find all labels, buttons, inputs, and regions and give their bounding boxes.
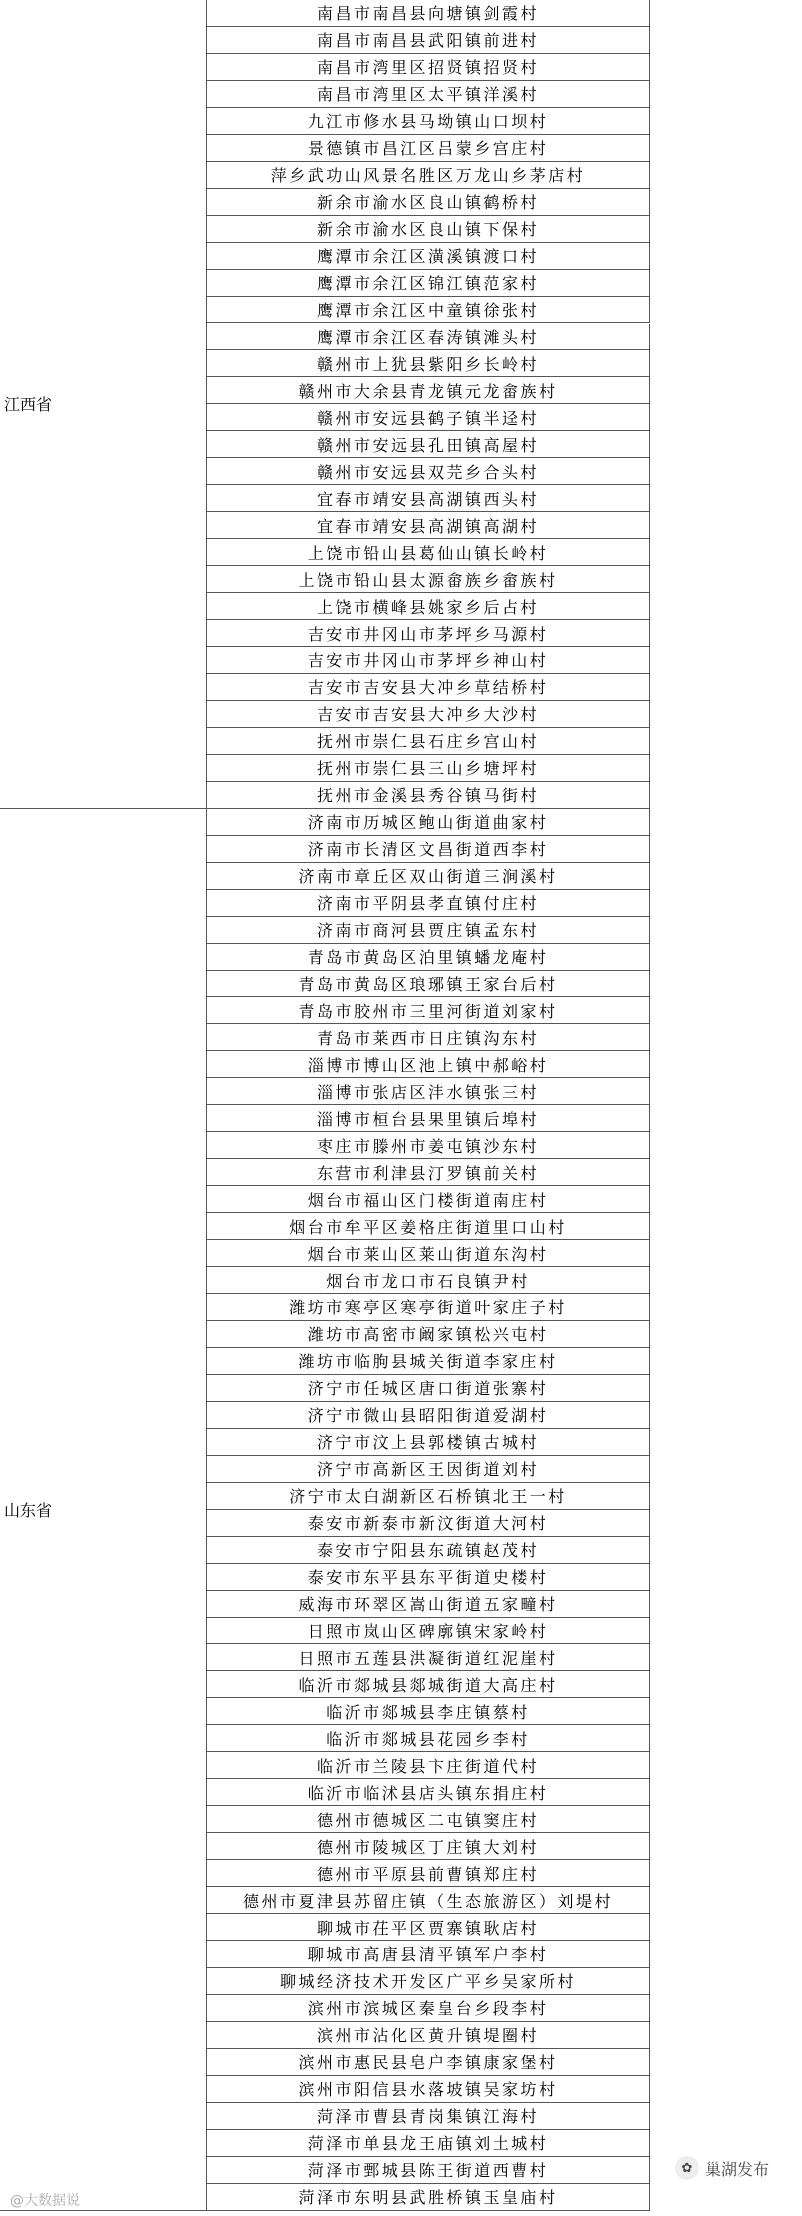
village-row [207, 2184, 650, 2211]
village-row [207, 404, 650, 431]
village-row [207, 620, 650, 647]
village-name: 青岛市黄岛区琅琊镇王家台后村 [298, 974, 558, 994]
village-row [207, 1105, 650, 1132]
village-name: 聊城市高唐县清平镇军户李村 [307, 1945, 549, 1965]
village-row [207, 135, 650, 162]
village-row [207, 755, 650, 782]
village-name: 泰安市东平县东平街道史楼村 [307, 1568, 549, 1588]
village-name: 潍坊市高密市阚家镇松兴屯村 [307, 1325, 549, 1345]
village-name: 宜春市靖安县高湖镇西头村 [316, 489, 539, 509]
village-row [207, 566, 650, 593]
village-name: 赣州市安远县孔田镇高屋村 [316, 435, 539, 455]
village-name: 济南市历城区鲍山街道曲家村 [307, 813, 549, 833]
village-row [207, 728, 650, 755]
village-name: 菏泽市曹县青岗集镇江海村 [316, 2107, 539, 2127]
village-name: 济宁市太白湖新区石桥镇北王一村 [289, 1487, 567, 1507]
village-row [207, 1779, 650, 1806]
village-row [207, 2103, 650, 2130]
village-row [207, 2157, 650, 2184]
village-name: 鹰潭市余江区中童镇徐张村 [316, 301, 539, 320]
village-name: 济宁市汶上县郭楼镇古城村 [316, 1433, 539, 1453]
village-name: 德州市陵城区丁庄镇大刘村 [316, 1837, 539, 1857]
village-row [207, 1267, 650, 1294]
village-row [207, 836, 650, 863]
village-name: 济南市平阴县孝直镇付庄村 [316, 894, 539, 914]
village-row [207, 243, 650, 270]
village-name: 滨州市惠民县皂户李镇康家堡村 [298, 2053, 558, 2073]
village-name: 赣州市安远县鹤子镇半迳村 [316, 408, 539, 428]
village-row [207, 1860, 650, 1887]
village-row [207, 539, 650, 566]
village-row [207, 1833, 650, 1860]
village-name: 鹰潭市余江区锦江镇范家村 [316, 274, 539, 294]
village-row [207, 1078, 650, 1105]
village-row [207, 162, 650, 189]
village-row [207, 890, 650, 917]
village-row [207, 1483, 650, 1510]
village-row [207, 431, 650, 458]
village-name: 东营市利津县汀罗镇前关村 [316, 1163, 539, 1183]
village-name: 济南市长清区文昌街道西李村 [307, 840, 549, 860]
watermark-right-label: 巢湖发布 [705, 2159, 770, 2179]
village-name: 宜春市靖安县高湖镇高湖村 [316, 516, 539, 536]
village-row [207, 1375, 650, 1402]
village-row [207, 1968, 650, 1995]
village-row [207, 997, 650, 1024]
village-name: 菏泽市鄄城县陈王街道西曹村 [307, 2161, 549, 2181]
village-row [207, 54, 650, 81]
village-row [207, 485, 650, 512]
village-name: 济南市商河县贾庄镇孟东村 [316, 921, 539, 941]
village-row [207, 1914, 650, 1941]
village-name: 吉安市吉安县大冲乡草结桥村 [307, 678, 549, 698]
village-row [207, 1537, 650, 1564]
village-row [207, 1887, 650, 1914]
village-name: 南昌市南昌县武阳镇前进村 [316, 31, 539, 51]
village-name: 临沂市兰陵县卞庄街道代村 [316, 1756, 539, 1776]
village-name: 临沂市郯城县郯城街道大高庄村 [298, 1675, 558, 1695]
village-row [207, 917, 650, 944]
village-row [207, 2076, 650, 2103]
village-name: 菏泽市单县龙王庙镇刘土城村 [307, 2134, 549, 2154]
village-row [207, 1752, 650, 1779]
village-row [207, 1510, 650, 1537]
village-row [207, 971, 650, 998]
village-row [207, 1591, 650, 1618]
village-row [207, 2130, 650, 2157]
village-row [207, 1698, 650, 1725]
village-name: 烟台市莱山区莱山街道东沟村 [307, 1244, 549, 1264]
village-name: 吉安市井冈山市茅坪乡马源村 [307, 624, 549, 644]
village-name: 淄博市桓台县果里镇后埠村 [316, 1109, 539, 1129]
village-row [207, 81, 650, 108]
village-row [207, 1294, 650, 1321]
village-name: 吉安市吉安县大冲乡大沙村 [316, 705, 539, 725]
village-name: 临沂市郯城县花园乡李村 [326, 1729, 530, 1749]
province-cell: 山东省 [0, 809, 207, 2211]
village-name: 烟台市牟平区姜格庄街道里口山村 [289, 1217, 567, 1237]
village-row [207, 1995, 650, 2022]
village-row [207, 297, 650, 324]
village-name: 吉安市井冈山市茅坪乡神山村 [307, 651, 549, 671]
village-name: 德州市德城区二屯镇窦庄村 [316, 1810, 539, 1830]
village-name: 青岛市黄岛区泊里镇蟠龙庵村 [307, 948, 549, 968]
village-name: 青岛市莱西市日庄镇沟东村 [316, 1028, 539, 1048]
village-row [207, 1644, 650, 1671]
village-row [207, 1051, 650, 1078]
village-row [207, 108, 650, 135]
village-row [207, 1618, 650, 1645]
village-row [207, 1806, 650, 1833]
village-name: 上饶市横峰县姚家乡后占村 [316, 597, 539, 617]
village-name: 济宁市高新区王因街道刘村 [316, 1460, 539, 1480]
village-name: 南昌市湾里区招贤镇招贤村 [316, 58, 539, 78]
village-name: 景德镇市昌江区吕蒙乡宫庄村 [307, 139, 549, 159]
village-row [207, 2022, 650, 2049]
village-row [207, 1941, 650, 1968]
village-name: 日照市五莲县洪凝街道红泥崖村 [298, 1648, 558, 1668]
village-name: 泰安市新泰市新汶街道大河村 [307, 1514, 549, 1534]
village-row [207, 944, 650, 971]
village-name: 日照市岚山区碑廓镇宋家岭村 [307, 1621, 549, 1641]
village-name: 淄博市博山区池上镇中郝峪村 [307, 1055, 549, 1075]
village-name: 新余市渝水区良山镇下保村 [316, 220, 539, 240]
village-row [207, 1429, 650, 1456]
village-row [207, 1402, 650, 1429]
village-name: 济宁市任城区唐口街道张寨村 [307, 1379, 549, 1399]
village-row [207, 1321, 650, 1348]
village-name: 菏泽市东明县武胜桥镇玉皇庙村 [298, 2188, 558, 2208]
village-name: 青岛市胶州市三里河街道刘家村 [298, 1001, 558, 1021]
village-name: 滨州市滨城区秦皇台乡段李村 [307, 1999, 549, 2019]
village-row [207, 2049, 650, 2076]
village-name: 淄博市张店区沣水镇张三村 [316, 1082, 539, 1102]
village-name: 上饶市铅山县葛仙山镇长岭村 [307, 543, 549, 563]
village-name: 南昌市南昌县向塘镇剑霞村 [316, 4, 539, 24]
village-name: 德州市平原县前曹镇郑庄村 [316, 1864, 539, 1884]
province-cell: 江西省 [0, 0, 207, 809]
village-row [207, 1132, 650, 1159]
village-name: 枣庄市滕州市姜屯镇沙东村 [316, 1136, 539, 1156]
village-name: 九江市修水县马坳镇山口坝村 [307, 112, 549, 132]
wechat-icon: ✿ [675, 2156, 699, 2180]
village-name: 潍坊市临朐县城关街道李家庄村 [298, 1352, 558, 1372]
village-row [207, 701, 650, 728]
village-row [207, 189, 650, 216]
village-name: 聊城市茌平区贾寨镇耿店村 [316, 1918, 539, 1938]
village-name: 赣州市上犹县紫阳乡长岭村 [316, 354, 539, 374]
village-row [207, 324, 650, 351]
village-name: 临沂市郯城县李庄镇蔡村 [326, 1702, 530, 1722]
village-name: 烟台市福山区门楼街道南庄村 [307, 1190, 549, 1210]
village-row [207, 1186, 650, 1213]
village-row [207, 863, 650, 890]
village-name: 新余市渝水区良山镇鹤桥村 [316, 193, 539, 213]
village-row [207, 674, 650, 701]
village-row [207, 782, 650, 809]
village-row [207, 1348, 650, 1375]
village-name: 烟台市龙口市石良镇尹村 [326, 1271, 530, 1291]
village-name: 鹰潭市余江区春涛镇滩头村 [316, 327, 539, 347]
village-name: 德州市夏津县苏留庄镇（生态旅游区）刘堤村 [242, 1891, 613, 1911]
village-name: 抚州市崇仁县三山乡塘坪村 [316, 759, 539, 779]
village-row [207, 0, 650, 27]
village-name: 抚州市崇仁县石庄乡宫山村 [316, 732, 539, 752]
village-row [207, 1456, 650, 1483]
village-row [207, 350, 650, 377]
village-row [207, 1671, 650, 1698]
village-row [207, 216, 650, 243]
village-row [207, 1213, 650, 1240]
village-row [207, 1159, 650, 1186]
village-name: 萍乡武功山风景名胜区万龙山乡茅店村 [270, 166, 586, 186]
village-name: 泰安市宁阳县东疏镇赵茂村 [316, 1541, 539, 1561]
village-name: 鹰潭市余江区潢溪镇渡口村 [316, 247, 539, 267]
village-row [207, 1240, 650, 1267]
village-name: 威海市环翠区嵩山街道五家疃村 [298, 1595, 558, 1615]
village-name: 赣州市大余县青龙镇元龙畲族村 [298, 381, 558, 401]
village-row [207, 1024, 650, 1051]
village-name: 赣州市安远县双芫乡合头村 [316, 462, 539, 482]
village-row [207, 458, 650, 485]
village-name: 滨州市阳信县水落坡镇吴家坊村 [298, 2080, 558, 2100]
village-row [207, 1564, 650, 1591]
village-row [207, 593, 650, 620]
village-name: 临沂市临沭县店头镇东捐庄村 [307, 1783, 549, 1803]
village-row [207, 270, 650, 297]
village-row [207, 647, 650, 674]
village-row [207, 809, 650, 836]
village-row [207, 512, 650, 539]
village-name: 聊城经济技术开发区广平乡吴家所村 [279, 1972, 576, 1992]
village-name: 潍坊市寒亭区寒亭街道叶家庄子村 [289, 1298, 567, 1318]
village-row [207, 27, 650, 54]
village-name: 南昌市湾里区太平镇洋溪村 [316, 85, 539, 105]
watermark-right [675, 2156, 769, 2180]
village-name: 抚州市金溪县秀谷镇马街村 [316, 786, 539, 806]
village-row [207, 1725, 650, 1752]
village-name: 滨州市沾化区黄升镇堤圈村 [316, 2026, 539, 2046]
village-name: 上饶市铅山县太源畲族乡畲族村 [298, 570, 558, 590]
village-row [207, 377, 650, 404]
village-name: 济宁市微山县昭阳街道爱湖村 [307, 1406, 549, 1426]
village-name: 济南市章丘区双山街道三涧溪村 [298, 867, 558, 887]
watermark-left: @大数据说 [10, 2193, 80, 2209]
